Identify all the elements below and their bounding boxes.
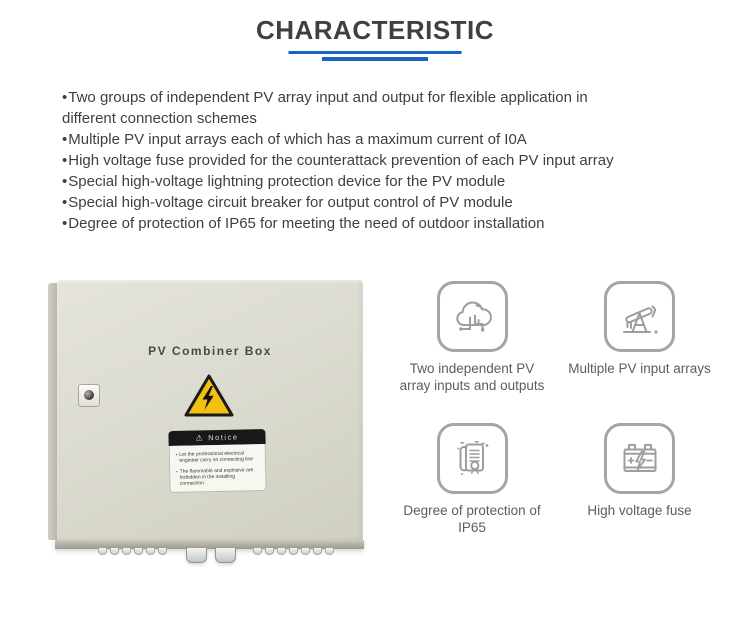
cable-gland-large xyxy=(186,548,207,563)
notice-text: Let the professional electrical engineer carry on connecting line xyxy=(179,450,254,464)
certificate-icon xyxy=(449,436,495,482)
door-lock xyxy=(78,384,100,407)
feature-text: High voltage fuse provided for the counterattack prevention of each PV input array xyxy=(68,152,614,169)
pump-jack-icon xyxy=(617,294,663,340)
page-title: CHARACTERISTIC xyxy=(255,15,495,45)
benefit-ip65-protection xyxy=(388,423,556,536)
bullet-marker: • xyxy=(62,89,68,106)
cable-gland-large xyxy=(215,548,236,563)
keyhole-icon xyxy=(84,390,94,400)
benefit-multiple-pv-inputs xyxy=(556,281,723,394)
feature-item xyxy=(62,129,702,150)
cable-gland-small xyxy=(158,548,167,555)
notice-text: The flammable and explosive are forbidden in the installing connection xyxy=(179,467,254,487)
feature-item xyxy=(62,171,702,192)
feature-item xyxy=(62,87,702,129)
cable-gland-small xyxy=(134,548,143,555)
benefit-caption: Two independent PV array inputs and outputs xyxy=(399,361,545,393)
notice-bullet: ▪ xyxy=(176,468,178,474)
battery-lightning-icon xyxy=(617,436,663,482)
feature-text: different connection schemes xyxy=(62,110,257,127)
feature-text: Degree of protection of IP65 for meeting the need of outdoor installation xyxy=(68,215,545,232)
benefit-high-voltage-fuse xyxy=(556,423,723,536)
cable-gland-small xyxy=(98,548,107,555)
feature-text: Two groups of independent PV array input and output for flexible application in xyxy=(68,89,588,106)
icon-frame xyxy=(604,281,675,352)
bullet-marker: • xyxy=(62,194,68,211)
title-underline-long xyxy=(289,51,462,54)
feature-text: Special high-voltage circuit breaker for output control of PV module xyxy=(68,194,513,211)
product-label: PV Combiner Box xyxy=(148,344,272,358)
cable-gland-small xyxy=(289,548,298,555)
icon-frame xyxy=(437,281,508,352)
benefit-grid xyxy=(388,281,723,536)
feature-text: Special high-voltage lightning protection device for the PV module xyxy=(68,173,506,190)
bullet-marker: • xyxy=(62,173,68,190)
cable-gland-small xyxy=(265,548,274,555)
icon-frame xyxy=(604,423,675,494)
cable-gland-small xyxy=(301,548,310,555)
product-image-pv-combiner-box xyxy=(48,280,370,572)
notice-title: Notice xyxy=(208,432,239,443)
bullet-marker: • xyxy=(62,131,68,148)
benefit-caption: Degree of protection of IP65 xyxy=(403,503,541,535)
notice-sticker xyxy=(168,429,266,493)
cable-gland-small xyxy=(253,548,262,555)
notice-bullet: ▪ xyxy=(175,451,178,457)
feature-item xyxy=(62,213,702,234)
feature-item xyxy=(62,192,702,213)
cable-gland-small xyxy=(313,548,322,555)
title-underline-short xyxy=(322,57,428,61)
icon-frame xyxy=(437,423,508,494)
bullet-marker: • xyxy=(62,152,68,169)
cable-gland-small xyxy=(325,548,334,555)
cable-gland-small xyxy=(277,548,286,555)
high-voltage-warning-icon xyxy=(183,372,235,420)
bullet-marker: • xyxy=(62,215,68,232)
feature-item xyxy=(62,150,702,171)
benefit-caption: Multiple PV input arrays xyxy=(568,361,711,376)
cable-gland-small xyxy=(110,548,119,555)
benefit-caption: High voltage fuse xyxy=(587,503,692,518)
cable-gland-small xyxy=(122,548,131,555)
cloud-circuit-icon xyxy=(449,294,495,340)
feature-list xyxy=(62,87,702,234)
cable-gland-small xyxy=(146,548,155,555)
feature-text: Multiple PV input arrays each of which has a maximum current of I0A xyxy=(68,131,527,148)
benefit-two-independent-arrays xyxy=(388,281,556,394)
box-front-door xyxy=(57,280,363,541)
warning-triangle-icon: ⚠ xyxy=(195,432,205,442)
